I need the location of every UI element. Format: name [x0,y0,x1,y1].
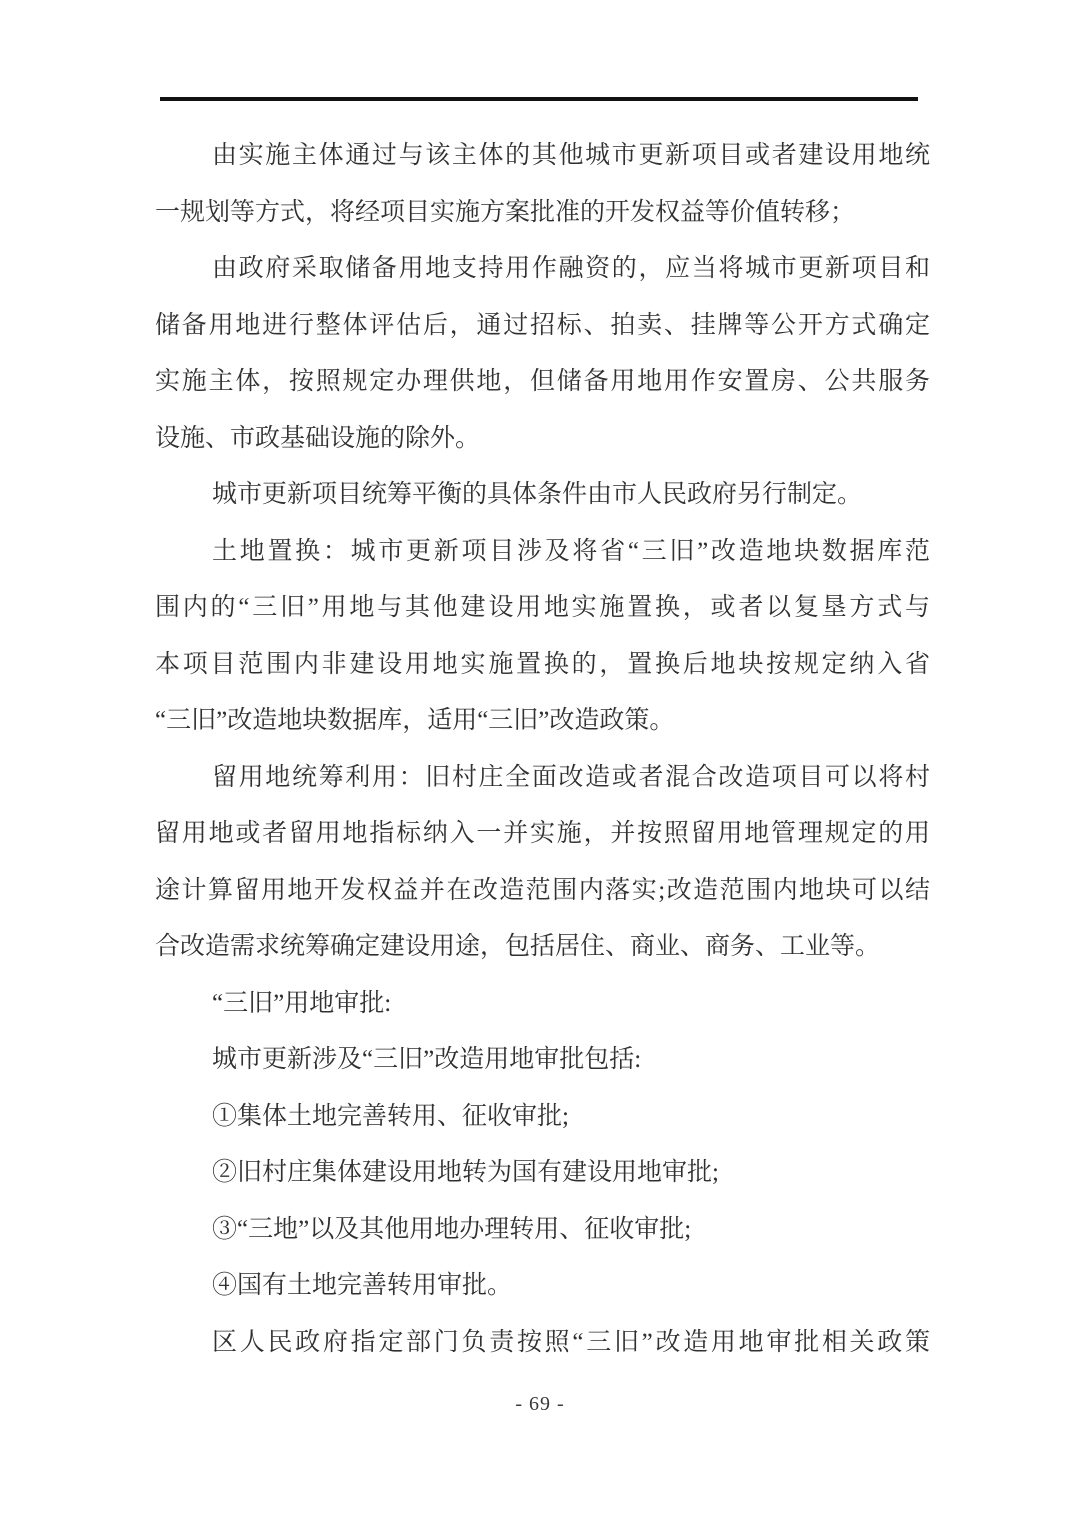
text-line: 设施、市政基础设施的除外。 [155,424,481,452]
text-line: 本项目范围内非建设用地实施置换的，置换后地块按规定纳入省 [155,650,930,678]
header-rule [160,97,918,101]
text-line: ①集体土地完善转用、征收审批; [212,1102,569,1130]
text-line: 实施主体，按照规定办理供地，但储备用地用作安置房、公共服务 [155,368,930,395]
text-line: 途计算留用地开发权益并在改造范围内落实;改造范围内地块可以结 [155,876,930,904]
text-line: “三旧”用地审批: [212,989,392,1017]
text-line: 留用地或者留用地指标纳入一并实施，并按照留用地管理规定的用 [155,820,930,847]
text-line: 合改造需求统筹确定建设用途，包括居住、商业、商务、工业等。 [155,933,881,960]
text-line: ②旧村庄集体建设用地转为国有建设用地审批; [212,1159,719,1186]
text-line: 围内的“三旧”用地与其他建设用地实施置换，或者以复垦方式与 [155,594,930,621]
text-line: 储备用地进行整体评估后，通过招标、拍卖、挂牌等公开方式确定 [155,311,930,339]
text-line: 土地置换：城市更新项目涉及将省“三旧”改造地块数据库范 [212,537,930,565]
text-line: 城市更新涉及“三旧”改造用地审批包括: [212,1046,642,1073]
text-line: ④国有土地完善转用审批。 [212,1272,513,1299]
text-line: 区人民政府指定部门负责按照“三旧”改造用地审批相关政策 [212,1328,930,1356]
text-line: 留用地统筹利用：旧村庄全面改造或者混合改造项目可以将村 [212,763,930,791]
text-line: 城市更新项目统筹平衡的具体条件由市人民政府另行制定。 [212,481,863,508]
page-number: - 69 - [515,1393,565,1415]
text-line: “三旧”改造地块数据库，适用“三旧”改造政策。 [155,707,675,734]
document-body [155,128,930,1371]
text-line: 由实施主体通过与该主体的其他城市更新项目或者建设用地统 [212,142,930,169]
text-line: 一规划等方式，将经项目实施方案批准的开发权益等价值转移； [155,198,856,226]
text-line: 由政府采取储备用地支持用作融资的，应当将城市更新项目和 [212,255,930,282]
text-line: ③“三地”以及其他用地办理转用、征收审批; [212,1215,692,1243]
